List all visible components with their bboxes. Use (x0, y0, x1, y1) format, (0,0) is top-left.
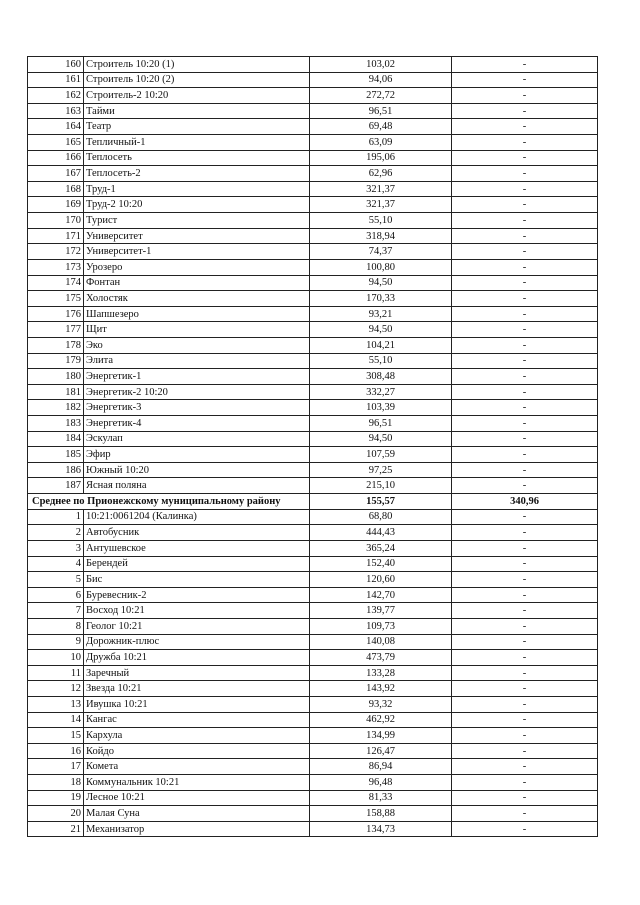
row-name: Театр (84, 119, 310, 135)
row-value: 69,48 (310, 119, 452, 135)
row-value: 321,37 (310, 197, 452, 213)
row-number: 7 (28, 603, 84, 619)
row-extra-value: - (452, 369, 598, 385)
row-value: 473,79 (310, 650, 452, 666)
row-name: Механизатор (84, 821, 310, 837)
table-row (28, 322, 598, 338)
row-number: 171 (28, 228, 84, 244)
row-value: 139,77 (310, 603, 452, 619)
table-row (28, 665, 598, 681)
row-number: 13 (28, 696, 84, 712)
row-value: 94,50 (310, 431, 452, 447)
row-extra-value: - (452, 712, 598, 728)
row-extra-value: - (452, 806, 598, 822)
row-value: 104,21 (310, 337, 452, 353)
row-extra-value: - (452, 259, 598, 275)
row-extra-value: - (452, 275, 598, 291)
table-row (28, 135, 598, 151)
row-name: Буревесник-2 (84, 587, 310, 603)
row-number: 16 (28, 743, 84, 759)
row-name: Антушевское (84, 540, 310, 556)
row-name: Труд-2 10:20 (84, 197, 310, 213)
table-row (28, 119, 598, 135)
row-extra-value: - (452, 525, 598, 541)
row-name: Тепличный-1 (84, 135, 310, 151)
row-value: 96,51 (310, 103, 452, 119)
table-row (28, 181, 598, 197)
row-value: 94,50 (310, 322, 452, 338)
row-number: 177 (28, 322, 84, 338)
row-value: 170,33 (310, 291, 452, 307)
row-name: Заречный (84, 665, 310, 681)
row-number: 19 (28, 790, 84, 806)
row-value: 195,06 (310, 150, 452, 166)
row-name: Университет-1 (84, 244, 310, 260)
row-number: 21 (28, 821, 84, 837)
row-extra-value: - (452, 135, 598, 151)
table-row (28, 478, 598, 494)
row-number: 178 (28, 337, 84, 353)
row-number: 1 (28, 509, 84, 525)
row-number: 2 (28, 525, 84, 541)
row-extra-value: - (452, 306, 598, 322)
table-row (28, 337, 598, 353)
row-number: 8 (28, 618, 84, 634)
table-row (28, 634, 598, 650)
table-row (28, 306, 598, 322)
row-extra-value: - (452, 88, 598, 104)
row-extra-value: - (452, 603, 598, 619)
row-name: Теплосеть-2 (84, 166, 310, 182)
row-number: 14 (28, 712, 84, 728)
row-extra-value: - (452, 821, 598, 837)
row-extra-value: - (452, 681, 598, 697)
row-value: 321,37 (310, 181, 452, 197)
row-value: 152,40 (310, 556, 452, 572)
row-number: 176 (28, 306, 84, 322)
table-row (28, 650, 598, 666)
row-extra-value: - (452, 291, 598, 307)
table-row (28, 384, 598, 400)
row-number: 18 (28, 775, 84, 791)
row-value: 55,10 (310, 353, 452, 369)
table-row (28, 150, 598, 166)
row-number: 185 (28, 447, 84, 463)
row-extra-value: - (452, 540, 598, 556)
row-value: 107,59 (310, 447, 452, 463)
row-name: Университет (84, 228, 310, 244)
row-extra-value: - (452, 650, 598, 666)
row-extra-value: - (452, 790, 598, 806)
row-extra-value: - (452, 72, 598, 88)
row-name: Энергетик-1 (84, 369, 310, 385)
row-value: 103,02 (310, 57, 452, 73)
row-number: 183 (28, 416, 84, 432)
row-extra-value: - (452, 103, 598, 119)
row-number: 11 (28, 665, 84, 681)
row-number: 4 (28, 556, 84, 572)
table-row (28, 275, 598, 291)
row-extra-value: - (452, 618, 598, 634)
table-row (28, 431, 598, 447)
row-number: 186 (28, 462, 84, 478)
row-value: 215,10 (310, 478, 452, 494)
table-row (28, 197, 598, 213)
row-extra-value: - (452, 384, 598, 400)
row-value: 462,92 (310, 712, 452, 728)
row-extra-value: - (452, 572, 598, 588)
row-number: 161 (28, 72, 84, 88)
row-name: Кархула (84, 728, 310, 744)
row-number: 184 (28, 431, 84, 447)
table-row (28, 556, 598, 572)
row-value: 444,43 (310, 525, 452, 541)
row-value: 142,70 (310, 587, 452, 603)
table-row (28, 821, 598, 837)
row-name: Комета (84, 759, 310, 775)
row-extra-value: - (452, 337, 598, 353)
row-extra-value: - (452, 509, 598, 525)
table-row (28, 681, 598, 697)
table-row (28, 213, 598, 229)
row-extra-value: - (452, 587, 598, 603)
row-number: 9 (28, 634, 84, 650)
row-number: 168 (28, 181, 84, 197)
row-extra-value: - (452, 57, 598, 73)
row-number: 179 (28, 353, 84, 369)
table-row (28, 696, 598, 712)
row-extra-value: - (452, 556, 598, 572)
row-number: 167 (28, 166, 84, 182)
row-name: Эфир (84, 447, 310, 463)
row-extra-value: - (452, 665, 598, 681)
row-number: 175 (28, 291, 84, 307)
table-row (28, 228, 598, 244)
row-name: Бис (84, 572, 310, 588)
table-row (28, 525, 598, 541)
table-row (28, 353, 598, 369)
row-number: 169 (28, 197, 84, 213)
row-name: Ясная поляна (84, 478, 310, 494)
summary-row (28, 494, 598, 510)
table-row (28, 509, 598, 525)
table-row (28, 103, 598, 119)
row-value: 126,47 (310, 743, 452, 759)
row-extra-value: - (452, 696, 598, 712)
row-number: 160 (28, 57, 84, 73)
row-number: 10 (28, 650, 84, 666)
row-number: 172 (28, 244, 84, 260)
table-row (28, 587, 598, 603)
table-row (28, 400, 598, 416)
row-number: 5 (28, 572, 84, 588)
row-name: Строитель-2 10:20 (84, 88, 310, 104)
row-number: 15 (28, 728, 84, 744)
table-row (28, 712, 598, 728)
row-name: Труд-1 (84, 181, 310, 197)
row-extra-value: - (452, 775, 598, 791)
row-number: 162 (28, 88, 84, 104)
row-name: Щит (84, 322, 310, 338)
row-name: Дружба 10:21 (84, 650, 310, 666)
row-name: Энергетик-4 (84, 416, 310, 432)
row-number: 181 (28, 384, 84, 400)
row-number: 3 (28, 540, 84, 556)
row-extra-value: - (452, 322, 598, 338)
row-extra-value: - (452, 150, 598, 166)
row-value: 68,80 (310, 509, 452, 525)
row-extra-value: - (452, 478, 598, 494)
row-extra-value: - (452, 447, 598, 463)
row-number: 12 (28, 681, 84, 697)
row-name: Эскулап (84, 431, 310, 447)
row-name: Теплосеть (84, 150, 310, 166)
row-extra-value: - (452, 353, 598, 369)
table-row (28, 759, 598, 775)
row-extra-value: - (452, 244, 598, 260)
table-row (28, 572, 598, 588)
table-row (28, 57, 598, 73)
row-name: Энергетик-2 10:20 (84, 384, 310, 400)
row-extra-value: - (452, 416, 598, 432)
row-name: Строитель 10:20 (2) (84, 72, 310, 88)
table-row (28, 369, 598, 385)
table-row (28, 259, 598, 275)
row-number: 174 (28, 275, 84, 291)
row-name: Южный 10:20 (84, 462, 310, 478)
row-number: 173 (28, 259, 84, 275)
row-extra-value: - (452, 728, 598, 744)
row-number: 166 (28, 150, 84, 166)
summary-label: Среднее по Прионежскому муниципальному району (28, 494, 310, 510)
row-number: 182 (28, 400, 84, 416)
row-name: Малая Суна (84, 806, 310, 822)
row-number: 17 (28, 759, 84, 775)
table-row (28, 618, 598, 634)
row-value: 133,28 (310, 665, 452, 681)
row-value: 93,21 (310, 306, 452, 322)
row-value: 308,48 (310, 369, 452, 385)
row-value: 143,92 (310, 681, 452, 697)
row-name: Холостяк (84, 291, 310, 307)
summary-value: 155,57 (310, 494, 452, 510)
table-row (28, 291, 598, 307)
row-name: Эко (84, 337, 310, 353)
row-extra-value: - (452, 634, 598, 650)
row-value: 94,50 (310, 275, 452, 291)
row-name: Коммунальник 10:21 (84, 775, 310, 791)
row-extra-value: - (452, 743, 598, 759)
table-row (28, 540, 598, 556)
row-name: Койдо (84, 743, 310, 759)
row-extra-value: - (452, 213, 598, 229)
table-row (28, 416, 598, 432)
row-value: 103,39 (310, 400, 452, 416)
row-value: 96,48 (310, 775, 452, 791)
row-number: 20 (28, 806, 84, 822)
row-value: 332,27 (310, 384, 452, 400)
row-value: 62,96 (310, 166, 452, 182)
row-value: 81,33 (310, 790, 452, 806)
row-number: 170 (28, 213, 84, 229)
row-extra-value: - (452, 181, 598, 197)
row-extra-value: - (452, 759, 598, 775)
row-name: Восход 10:21 (84, 603, 310, 619)
row-name: Ивушка 10:21 (84, 696, 310, 712)
table-row (28, 806, 598, 822)
table-row (28, 743, 598, 759)
row-value: 97,25 (310, 462, 452, 478)
row-value: 63,09 (310, 135, 452, 151)
row-value: 134,99 (310, 728, 452, 744)
table-row (28, 790, 598, 806)
row-value: 318,94 (310, 228, 452, 244)
table-row (28, 447, 598, 463)
row-value: 94,06 (310, 72, 452, 88)
row-name: Звезда 10:21 (84, 681, 310, 697)
row-name: Строитель 10:20 (1) (84, 57, 310, 73)
row-extra-value: - (452, 119, 598, 135)
row-name: Дорожник-плюс (84, 634, 310, 650)
row-value: 272,72 (310, 88, 452, 104)
row-number: 6 (28, 587, 84, 603)
table-row (28, 728, 598, 744)
row-value: 140,08 (310, 634, 452, 650)
data-table (27, 56, 598, 837)
row-name: 10:21:0061204 (Калинка) (84, 509, 310, 525)
row-extra-value: - (452, 400, 598, 416)
row-value: 74,37 (310, 244, 452, 260)
row-value: 120,60 (310, 572, 452, 588)
row-value: 134,73 (310, 821, 452, 837)
row-name: Тайми (84, 103, 310, 119)
table-row (28, 166, 598, 182)
row-name: Энергетик-3 (84, 400, 310, 416)
table-row (28, 72, 598, 88)
table-row (28, 244, 598, 260)
row-value: 96,51 (310, 416, 452, 432)
row-name: Автобусник (84, 525, 310, 541)
row-name: Геолог 10:21 (84, 618, 310, 634)
table-row (28, 775, 598, 791)
row-extra-value: - (452, 462, 598, 478)
row-extra-value: - (452, 228, 598, 244)
row-value: 86,94 (310, 759, 452, 775)
table-row (28, 462, 598, 478)
row-value: 100,80 (310, 259, 452, 275)
summary-extra-value: 340,96 (452, 494, 598, 510)
row-value: 109,73 (310, 618, 452, 634)
row-extra-value: - (452, 431, 598, 447)
row-number: 165 (28, 135, 84, 151)
table-row (28, 603, 598, 619)
row-name: Берендей (84, 556, 310, 572)
row-extra-value: - (452, 166, 598, 182)
row-value: 93,32 (310, 696, 452, 712)
row-name: Урозеро (84, 259, 310, 275)
table-row (28, 88, 598, 104)
row-number: 164 (28, 119, 84, 135)
row-name: Кангас (84, 712, 310, 728)
row-name: Шапшезеро (84, 306, 310, 322)
row-value: 158,88 (310, 806, 452, 822)
row-name: Турист (84, 213, 310, 229)
row-name: Лесное 10:21 (84, 790, 310, 806)
row-number: 180 (28, 369, 84, 385)
row-name: Элита (84, 353, 310, 369)
row-value: 55,10 (310, 213, 452, 229)
row-value: 365,24 (310, 540, 452, 556)
row-number: 187 (28, 478, 84, 494)
row-extra-value: - (452, 197, 598, 213)
row-number: 163 (28, 103, 84, 119)
row-name: Фонтан (84, 275, 310, 291)
table-body (28, 57, 598, 837)
